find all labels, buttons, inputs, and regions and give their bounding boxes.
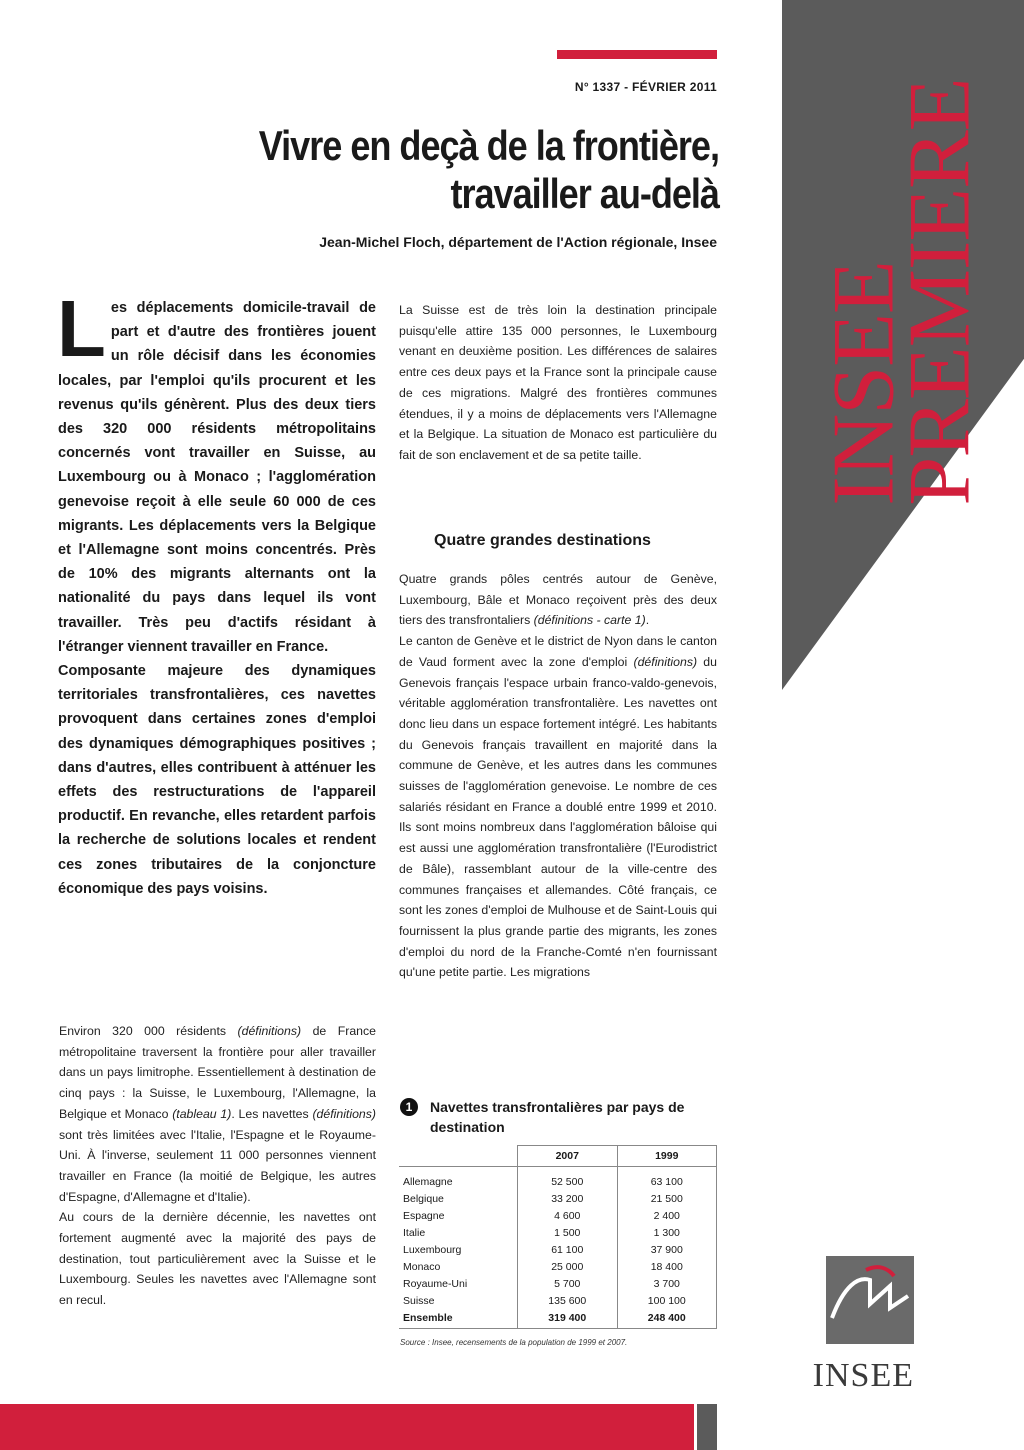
table-cell-country: Allemagne bbox=[399, 1167, 518, 1192]
drop-cap: L bbox=[57, 284, 106, 373]
title-line1: Vivre en deçà de la frontière, bbox=[258, 122, 719, 169]
table-cell-1999: 2 400 bbox=[617, 1208, 717, 1225]
table-title-text: Navettes transfrontalières par pays de destination bbox=[430, 1099, 685, 1135]
header-rule bbox=[557, 50, 717, 59]
table-cell-country: Italie bbox=[399, 1225, 518, 1242]
table-cell-2007: 4 600 bbox=[518, 1208, 618, 1225]
title-line2: travailler au-delà bbox=[450, 170, 719, 217]
insee-logo-mark bbox=[826, 1256, 914, 1344]
body-column-left bbox=[59, 1021, 376, 1311]
table-source: Source : Insee, recensements de la population de 1999 et 2007. bbox=[400, 1338, 628, 1347]
table-header-1999: 1999 bbox=[617, 1146, 717, 1167]
table-cell-1999: 18 400 bbox=[617, 1259, 717, 1276]
table-row-total bbox=[399, 1310, 717, 1329]
table-row bbox=[399, 1225, 717, 1242]
body-left-p1: Environ 320 000 résidents (définitions) de France métropolitaine traversent la frontière pour aller travailler dans un pays limitrophe. Essentiellement à destination de cinq pays : la Suisse, le Luxembourg, l'Allemagne, la Belgique et Monaco (tableau 1). Les navettes (définitions) sont très limitées avec l'Italie, l'Espagne et le Royaume-Uni. À l'inverse, seulement 11 000 personnes viennent travailler en France (la moitié de Belgique, les autres d'Espagne, d'Allemagne et d'Italie). bbox=[59, 1024, 376, 1204]
table-cell-country: Suisse bbox=[399, 1293, 518, 1310]
table-cell-country: Ensemble bbox=[399, 1310, 518, 1329]
table-cell-2007: 5 700 bbox=[518, 1276, 618, 1293]
insee-logo-icon bbox=[826, 1256, 914, 1344]
series-wordmark-line2: PREMIERE bbox=[891, 78, 988, 506]
series-wordmark-line1: INSEE bbox=[815, 261, 913, 506]
table-number-badge: 1 bbox=[400, 1098, 418, 1116]
author-line: Jean-Michel Floch, département de l'Action régionale, Insee bbox=[319, 234, 717, 250]
table-cell-1999: 100 100 bbox=[617, 1293, 717, 1310]
ref-table: (tableau 1) bbox=[172, 1106, 232, 1121]
table-cell-2007: 1 500 bbox=[518, 1225, 618, 1242]
lead-paragraph bbox=[57, 284, 376, 901]
issue-number: N° 1337 - FÉVRIER 2011 bbox=[574, 80, 717, 94]
page-title bbox=[203, 122, 719, 218]
table-row bbox=[399, 1293, 717, 1310]
table-cell-1999: 63 100 bbox=[617, 1167, 717, 1192]
footer-bar bbox=[0, 1404, 694, 1450]
table-cell-country: Royaume-Uni bbox=[399, 1276, 518, 1293]
body-column-right-mid bbox=[399, 569, 717, 983]
table-cell-1999: 37 900 bbox=[617, 1242, 717, 1259]
table-corner bbox=[399, 1146, 518, 1167]
table-row bbox=[399, 1208, 717, 1225]
table-cell-2007: 33 200 bbox=[518, 1191, 618, 1208]
table-cell-country: Monaco bbox=[399, 1259, 518, 1276]
table-row bbox=[399, 1242, 717, 1259]
table-cell-1999: 1 300 bbox=[617, 1225, 717, 1242]
table-cell-1999: 3 700 bbox=[617, 1276, 717, 1293]
ref-definitions: (définitions) bbox=[237, 1024, 302, 1038]
table-row bbox=[399, 1167, 717, 1192]
table-cell-1999: 21 500 bbox=[617, 1191, 717, 1208]
table-cell-1999: 248 400 bbox=[617, 1310, 717, 1329]
lead-p1-text: es déplacements domicile-travail de part et d'autre des frontières jouent un rôle décisif dans les économies locales, par l'emploi qu'ils procurent et les revenus qu'ils génèrent. Plus des deux tiers des 320 000 résidents métropolitains concernés vont travailler en Suisse, au Luxembourg ou à Monaco ; l'agglomération genevoise reçoit à elle seule 60 000 de ces migrants. Les déplacements vers la Belgique et l'Allemagne sont moins concentrés. Près de 10% des migrants alternants ont la nationalité du pays dans lequel ils vont travailler. Très peu d'actifs résidant à l'étranger viennent travailler en France. bbox=[58, 300, 376, 655]
body-column-right-top bbox=[399, 300, 717, 466]
table-cell-2007: 25 000 bbox=[518, 1259, 618, 1276]
table-header-2007: 2007 bbox=[518, 1146, 618, 1167]
table-cell-2007: 61 100 bbox=[518, 1242, 618, 1259]
table-cell-country: Belgique bbox=[399, 1191, 518, 1208]
body-right-mid-p1: Quatre grands pôles centrés autour de Genève, Luxembourg, Bâle et Monaco reçoivent près des deux tiers des transfrontaliers (définitions - carte 1). bbox=[399, 572, 717, 628]
table-cell-country: Luxembourg bbox=[399, 1242, 518, 1259]
section-heading: Quatre grandes destinations bbox=[434, 532, 651, 549]
commuter-table bbox=[399, 1145, 717, 1329]
lead-p1 bbox=[57, 284, 376, 659]
table-row bbox=[399, 1259, 717, 1276]
ref-definitions: (définitions) bbox=[312, 1106, 376, 1121]
series-wordmark bbox=[815, 78, 988, 506]
body-right-mid-p2: Le canton de Genève et le district de Nyon dans le canton de Vaud forment avec la zone d'emploi (définitions) du Genevois français l'espace urbain franco-valdo-genevois, véritable agglomération transfrontalière. Les navettes ont donc lieu dans un espace fortement intégré. Les habitants du Genevois français travaillent en majorité dans la commune de Genève, et les autres dans les communes suisses de l'agglomération genevoise. Le nombre de ces salariés résidant en France a doublé entre 1999 et 2010. Ils sont moins nombreux dans l'agglomération bâloise qui est aussi une agglomération transfrontalière (l'Eurodistrict de Bâle), rassemblant autour de la ville-centre des communes françaises et allemandes. Côté français, ce sont les zones d'emploi de Mulhouse et de Saint-Louis qui fournissent la plus grande partie des migrants, les zones d'emploi du nord de la Franche-Comté n'en fournissant qu'une petite partie. Les migrations bbox=[399, 634, 717, 980]
table-cell-country: Espagne bbox=[399, 1208, 518, 1225]
table-row bbox=[399, 1191, 717, 1208]
insee-logo-text: INSEE bbox=[812, 1357, 914, 1394]
body-right-p1: La Suisse est de très loin la destination principale puisqu'elle attire 135 000 personnes, le Luxembourg venant en deuxième position. Les différences de salaires entre ces deux pays et la France sont la principale cause de ces migrations. Malgré des frontières communes étendues, il y a moins de déplacements vers l'Allemagne et la Belgique. La situation de Monaco est particulière du fait de son enclavement et de sa petite taille. bbox=[399, 303, 717, 462]
table-cell-2007: 135 600 bbox=[518, 1293, 618, 1310]
table-cell-2007: 319 400 bbox=[518, 1310, 618, 1329]
table-cell-2007: 52 500 bbox=[518, 1167, 618, 1192]
table-row bbox=[399, 1276, 717, 1293]
ref-definitions: (définitions) bbox=[633, 654, 698, 669]
body-left-p2: Au cours de la dernière décennie, les navettes ont fortement augmenté avec la majorité des pays de destination, tout particulièrement avec la Suisse et le Luxembourg. Seules les navettes avec l'Allemagne sont en recul. bbox=[59, 1210, 376, 1308]
ref-definitions-map: (définitions - carte 1) bbox=[533, 613, 646, 628]
footer-grey-block bbox=[697, 1404, 717, 1450]
lead-p2: Composante majeure des dynamiques territoriales transfrontalières, ces navettes provoquent dans certaines zones d'emploi des dynamiques démographiques positives ; dans d'autres, elles contribuent à atténuer les effets des restructurations de l'appareil productif. En revanche, elles retardent parfois la recherche de solutions locales et rendent ces zones tributaires de la conjoncture économique des pays voisins. bbox=[58, 663, 376, 897]
table-title bbox=[400, 1097, 720, 1137]
